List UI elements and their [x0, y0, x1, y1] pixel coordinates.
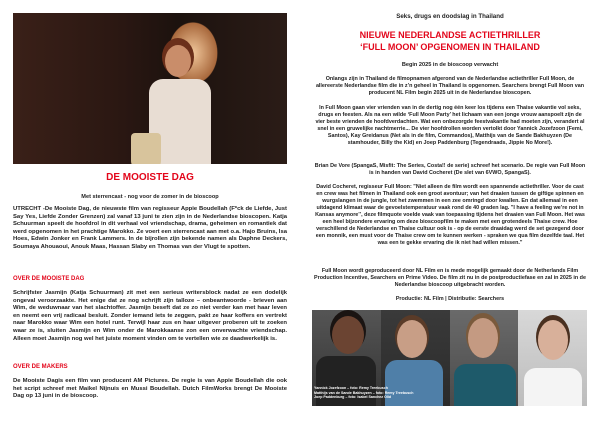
production-credits: Productie: NL Film | Distributie: Searchers: [395, 296, 505, 302]
photo-credit: Yannick Jozefzoon – foto: Remy Treebusch: [314, 386, 388, 390]
photo-credits: [314, 386, 413, 400]
intro-paragraph: UTRECHT -De Mooiste Dag, de nieuwste film van regisseur Appie Boudellah (F*ck de Liefde, Just Say Yes, Liefde Zonder Grenzen) zal vanaf 13 juni te zien zijn in de Nederlandse bioscopen. Katja Schuurman speelt de hoofdrol in dit verhaal vol vriendschap, drama, geheimen en romantiek dat werd opgenomen in het prachtige Marokko. Ze voert een sterrencast aan met o.a. Hajo Bruins, Isa Hoes, Edwin Jonker en Frank Lammers. In de bijrollen zijn bekende namen als Daphne Deckers, Soumaya Ahouaoui, Anouk Maas, Hassan Slaby en Thomas van der Vlugt te spotten.: [13, 206, 287, 250]
paragraph: Full Moon wordt geproduceerd door NL Film en is mede mogelijk gemaakt door de Netherlands Film Production Incentive, Searchers en Prime Video. De film zit nu in de postproductiefase en zal in 2025 in de Nederlandse bioscoop uitgebracht worden.: [314, 268, 586, 288]
quote-paragraph: David Cocheret, regisseur Full Moon: "Niet alleen de film wordt een spannende actiethriller. Voor de cast en crew was het filmen in Thailand ook een groot avontuur; van het draaien tussen de giftige spinnen en wurgslangen in de jungle, tot het zwemmen in een zee omringd door kwallen. En dat allemaal in een uitdagend klimaat waar de gevoelstemperatuur vaak rond de 40 graden lag. "I have a feeling we’re not in Kansas anymore’’, deze filmquote voelde vaak van toepassing tijdens het draaien van Full Moon. Het was een heel bijzondere ervaring om deze bioscoopfilm te maken met een grotendeels Thaise crew. Hoe verschillend de Nederlandse en Thaise cultuur ook is - op de eerste draaidag werd de set gezegend door een monnik, een must voor de Thaise crew om te kunnen werken - spraken we qua film dezelfde taal. Het was een te gekke ervaring die ik niet had willen missen.": [315, 184, 585, 246]
woman-figure: [143, 43, 219, 164]
paragraph: In Full Moon gaan vier vrienden van in de dertig nog één keer los tijdens een Thaise vakantie vol seks, drugs en feesten. Als na een wilde ‘Full Moon Party’ het lichaam van een jonge vrouw aanspoelt zijn de vier beste vrienden de hoofdverdachten. Wat een onbezorgde feestvakantie had moeten zijn, verandert al snel in een gruwelijke nachtmerrie... De vier hoofdrollen worden vertolkt door Yannick Jozefzoon (Femi, Santos), Kay Greidanus (Net als in de film, Commandos), Matthijs van de Sande Bakhuyzen (De stamhouder, Billy the Kid) en Joep Paddenburg (Tegendraads, Jippie No More!).: [315, 105, 585, 146]
article-subtitle: Begin 2025 in de bioscoop verwacht: [401, 62, 499, 68]
article-title: DE MOOISTE DAG: [106, 172, 194, 183]
film-still-photo: [13, 13, 287, 164]
kicker: Seks, drugs en doodslag in Thailand: [396, 13, 504, 20]
photo-credit: Joep Paddenburg – foto: Isabel Sanchez Olid: [314, 395, 392, 400]
cast-photo: [518, 310, 587, 406]
paragraph: Brian De Vore (SpangaS, Misfit: The Series, Costa!! de serie) schreef het scenario. De regie van Full Moon is in handen van David Cocheret (De slet van 6VWO, SpangaS).: [314, 163, 586, 176]
article-subtitle: Met sterrencast - nog voor de zomer in de bioscoop: [81, 194, 219, 200]
article-title-line2: ‘FULL MOON’ OPGENOMEN IN THAILAND: [360, 42, 540, 52]
section-heading: OVER DE MAKERS: [13, 364, 68, 370]
synopsis-paragraph: Schrijfster Jasmijn (Katja Schuurman) zit met een serieus writersblock nadat ze een dodelijk ongeval veroorzaakte. Het enige dat ze nog schrijft zijn talloze – onbeantwoorde - brieven aan Wim, de weduwnaar van het slachtoffer. Jasmijn beseft dat ze zo niet verder kan met haar leven en neemt een vrij radicaal besluit. Zonder iemand iets te zeggen, pakt ze haar koffers en vertrekt naar Marokko waar Wim een hotel runt. Terwijl haar zus en haar uitgever proberen uit te zoeken waar ze is, sluiten Jasmijn en Wim onder de Marokkaanse zon een onverwachte vriendschap. Alleen moet Jasmijn nog wel het juiste moment vinden om te vertellen wie ze daadwerkelijk is.: [13, 290, 287, 342]
paragraph: Onlangs zijn in Thailand de filmopnamen afgerond van de Nederlandse actiethriller Full Moon, de allereerste Nederlandse film die in z’n geheel in Thailand is opgenomen. Searchers brengt Full Moon van producent NL Film begin 2025 uit in de Nederlandse bioscopen.: [315, 76, 585, 96]
article-title-line1: NIEUWE NEDERLANDSE ACTIETHRILLER: [359, 30, 541, 40]
makers-paragraph: De Mooiste Dagis een film van producent AM Pictures. De regie is van Appie Boudellah die ook het script schreef met Maikel Nijnuis en Mussi Boudellah. Dutch FilmWorks brengt De Mooiste Dag op 13 juni in de bioscoop.: [13, 378, 287, 400]
cast-photo: [450, 310, 519, 406]
photo-credit: Matthijs van de Sande Bakhuyzen – foto: Remy Treebusch: [314, 390, 414, 395]
section-heading: OVER DE MOOISTE DAG: [13, 276, 85, 282]
